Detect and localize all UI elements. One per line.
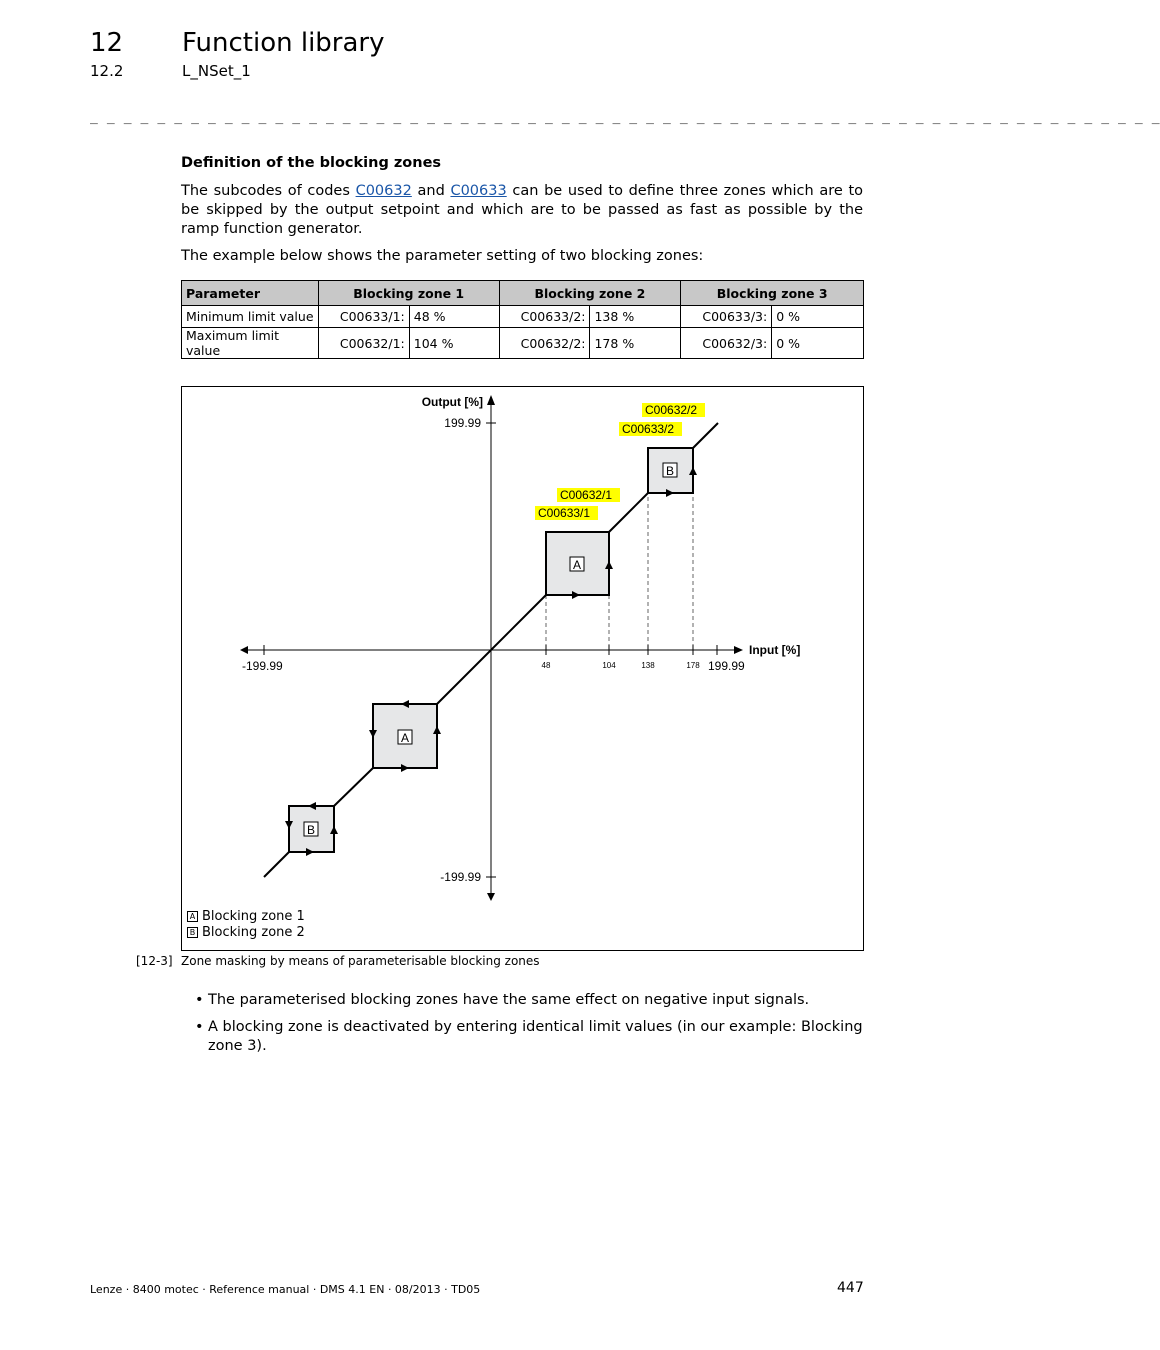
zone-letter: B: [306, 823, 316, 837]
zone-a-negative: [369, 700, 441, 772]
page-number: 447: [837, 1280, 864, 1296]
section-number: 12.2: [90, 62, 124, 80]
x-max-label: 199.99: [708, 659, 745, 673]
row-label: Minimum limit value: [182, 306, 319, 328]
table-cell: 0 %: [772, 306, 864, 328]
zone-letter: B: [665, 464, 675, 478]
y-axis-label: Output [%]: [421, 395, 483, 409]
table-cell: C00633/1:: [318, 306, 409, 328]
line-segment: [693, 423, 718, 448]
row-label: Maximum limit value: [182, 328, 319, 359]
example-paragraph: The example below shows the parameter setting of two blocking zones:: [181, 248, 704, 264]
zone-b-positive: [648, 448, 697, 497]
link-c00632[interactable]: C00632: [355, 183, 412, 199]
footer-text: Lenze · 8400 motec · Reference manual · DMS 4.1 EN · 08/2013 · TD05: [90, 1283, 481, 1296]
table-cell: C00632/2:: [499, 328, 590, 359]
table-header-row: [182, 281, 864, 306]
table-cell: 178 %: [590, 328, 681, 359]
table-cell: C00633/2:: [499, 306, 590, 328]
blocking-zone-diagram: [182, 387, 863, 950]
legend-text: Blocking zone 1: [202, 909, 305, 924]
legend-item: [187, 925, 305, 941]
y-max-label: 199.99: [444, 416, 481, 430]
table-cell: C00632/1:: [318, 328, 409, 359]
tag-c00632-1: C00632/1: [560, 488, 613, 502]
y-axis-arrow-up: [487, 395, 495, 405]
bullet-item: • The parameterised blocking zones have the same effect on negative input signals.: [195, 991, 863, 1010]
y-min-label: -199.99: [440, 870, 481, 884]
table-header: Blocking zone 1: [318, 281, 499, 306]
para-text: The subcodes of codes: [181, 183, 356, 199]
zone-b-negative: [285, 802, 338, 856]
legend-item: [187, 909, 305, 925]
table-cell: 0 %: [772, 328, 864, 359]
figure-legend: [187, 909, 305, 941]
x-axis-arrow-left: [240, 646, 248, 654]
zone-letter: A: [400, 731, 410, 745]
tick-label: 138: [641, 661, 655, 670]
figure-caption-text: Zone masking by means of parameterisable blocking zones: [181, 954, 540, 968]
blocking-zone-figure: [181, 386, 864, 951]
bullet-item: • A blocking zone is deactivated by entering identical limit values (in our example: Blocking zone 3).: [195, 1018, 863, 1056]
chapter-title: Function library: [182, 28, 385, 58]
zone-letter: A: [572, 558, 582, 572]
x-axis-label: Input [%]: [749, 643, 801, 657]
tick-label: 178: [686, 661, 700, 670]
figure-caption-number: [12-3]: [136, 954, 173, 968]
line-segment: [334, 768, 373, 806]
para-text: and: [411, 183, 451, 199]
tag-c00633-2: C00633/2: [622, 422, 675, 436]
y-axis-arrow-down: [487, 893, 495, 901]
table-cell: 48 %: [409, 306, 499, 328]
legend-text: Blocking zone 2: [202, 925, 305, 940]
table-cell: C00632/3:: [681, 328, 772, 359]
tick-label: 104: [602, 661, 616, 670]
para-text: can be used to define three zones which are to be skipped by the output setpoint and which are to be passed as fast as possible by the ramp function generator.: [181, 183, 864, 237]
x-axis-arrow-right: [734, 646, 743, 654]
table-row: [182, 328, 864, 359]
table-cell: C00633/3:: [681, 306, 772, 328]
section-heading: Definition of the blocking zones: [181, 155, 442, 171]
tag-c00633-1: C00633/1: [538, 506, 591, 520]
table-cell: 104 %: [409, 328, 499, 359]
section-title: L_NSet_1: [182, 62, 251, 80]
parameter-table: [181, 280, 864, 359]
table-cell: 138 %: [590, 306, 681, 328]
link-c00633[interactable]: C00633: [450, 183, 507, 199]
tick-label: 48: [541, 661, 551, 670]
line-segment: [264, 852, 289, 877]
table-header: Parameter: [182, 281, 319, 306]
legend-box: A: [187, 911, 198, 922]
zone-a-positive: [546, 532, 613, 599]
x-min-label: -199.99: [242, 659, 283, 673]
header-separator: _ _ _ _ _ _ _ _ _ _ _ _ _ _ _ _ _ _ _ _ _ _ _ _ _ _ _ _ _ _ _ _ _ _ _ _ _ _ _ _ _ _ _ _ _ _ _ _ _ _ _ _ _ _ _ _ _ _ _ _ _ _ _ _: [90, 110, 1160, 125]
table-header: Blocking zone 3: [681, 281, 864, 306]
chapter-number: 12: [90, 28, 124, 58]
table-header: Blocking zone 2: [499, 281, 681, 306]
table-row: [182, 306, 864, 328]
bullet-list: [195, 991, 863, 1064]
intro-paragraph: [181, 182, 863, 239]
legend-box: B: [187, 927, 198, 938]
tag-c00632-2: C00632/2: [645, 403, 698, 417]
